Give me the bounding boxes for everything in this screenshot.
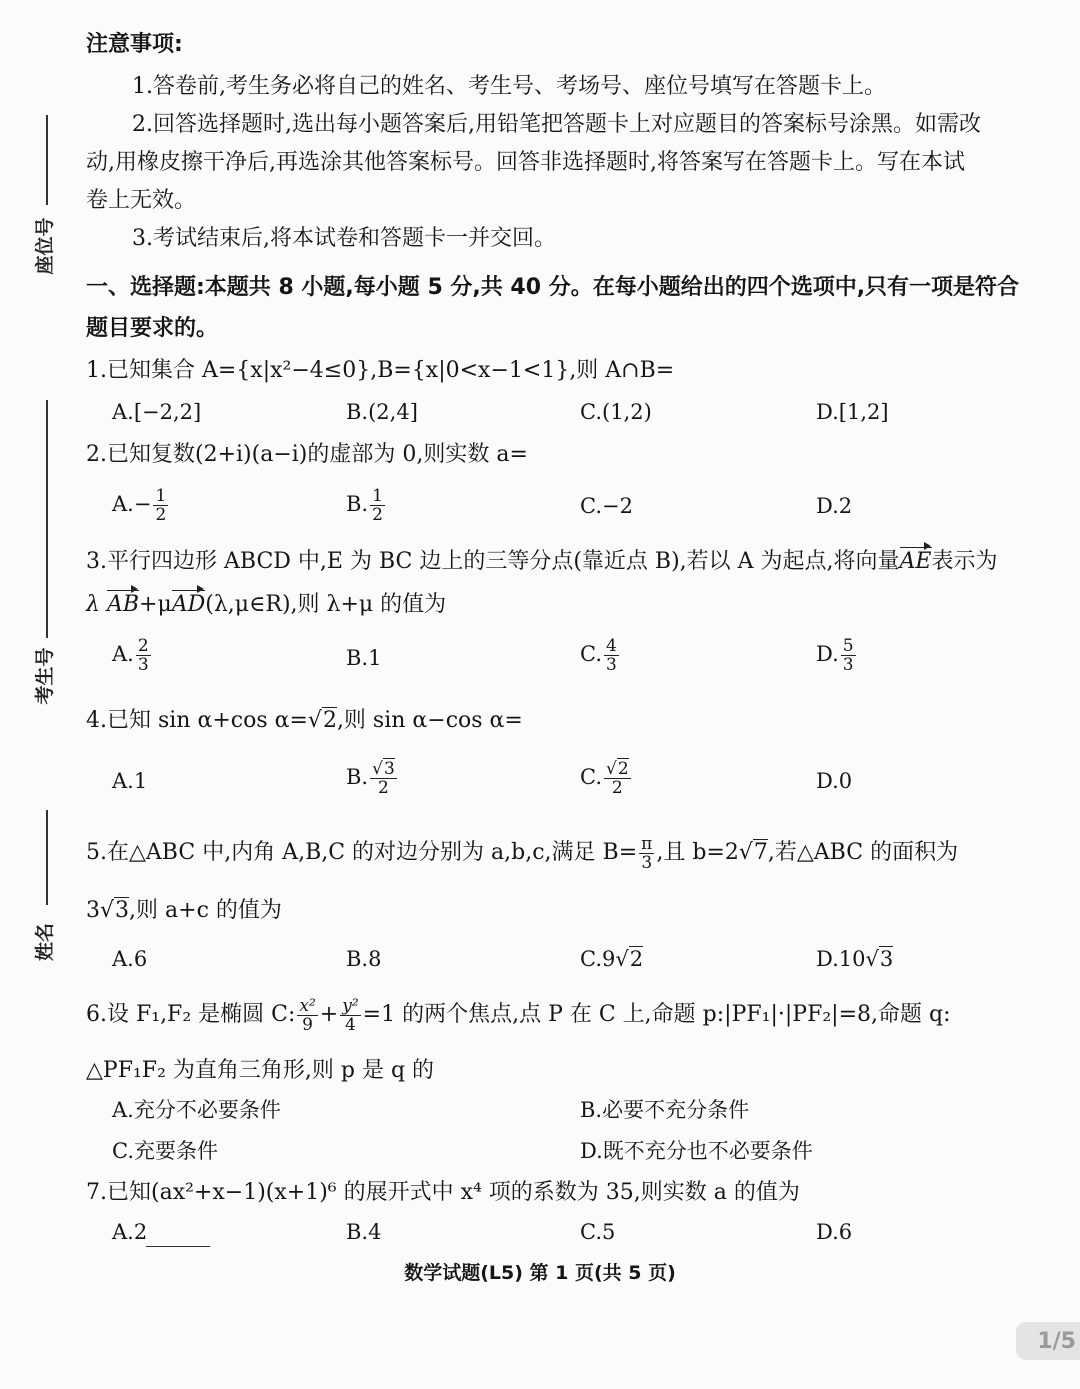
section-heading-line-1: 一、选择题:本题共 8 小题,每小题 5 分,共 40 分。在每小题给出的四个选项中,只有一项是符合 <box>86 275 1020 300</box>
notice-title: 注意事项: <box>86 32 183 57</box>
question-2-option-d: D.2 <box>816 494 853 518</box>
question-7-stem: 7.已知(ax²+x−1)(x+1)⁶ 的展开式中 x⁴ 项的系数为 35,则实数 a 的值为 <box>86 1180 800 1205</box>
question-5-stem-line-1: 5.在△ABC 中,内角 A,B,C 的对边分别为 a,b,c,满足 B= $\frac{\pi}{3}$ ,且 b=2√7,若△ABC 的面积为 <box>86 833 959 873</box>
question-3-option-c: C. $\frac{4}{3}$ <box>580 636 617 675</box>
question-6-option-d: D.既不充分也不必要条件 <box>580 1139 813 1163</box>
seat-number-label: 座位号 <box>33 217 56 275</box>
exam-number-label: 考生号 <box>33 647 56 705</box>
notice-item-3: 3.考试结束后,将本试卷和答题卡一并交回。 <box>132 226 556 251</box>
section-heading-line-2: 题目要求的。 <box>86 316 219 341</box>
question-6-option-b: B.必要不充分条件 <box>580 1098 750 1122</box>
question-3-option-b: B.1 <box>346 646 382 670</box>
question-3-option-d: D. $\frac{5}{3}$ <box>816 636 854 675</box>
question-3-stem-line-1: 3.平行四边形 ABCD 中,E 为 BC 边上的三等分点(靠近点 B),若以 A 为起点,将向量AE表示为 <box>86 549 998 574</box>
page-indicator: 1/5 <box>1016 1322 1080 1360</box>
question-2-option-a: A.− $\frac{1}{2}$ <box>112 486 167 525</box>
question-3-option-a: A. $\frac{2}{3}$ <box>112 636 149 675</box>
question-6-stem-line-1: 6.设 F₁,F₂ 是椭圆 C: $\frac{\text{x²}}{9}$ + $\frac{\text{y²}}{4}$ =1 的两个焦点,点 P 在 C 上,命题 p:|PF₁|·|PF₂|=8,命题 q: <box>86 995 951 1035</box>
question-6-option-a: A.充分不必要条件 <box>112 1098 281 1122</box>
question-1-option-c: C.(1,2) <box>580 400 652 424</box>
question-6-option-c: C.充要条件 <box>112 1139 218 1163</box>
question-5-option-b: B.8 <box>346 947 382 971</box>
vector-ae: AE <box>899 549 932 574</box>
question-5-option-c: C.9√2 <box>580 947 644 971</box>
question-7-option-b: B.4 <box>346 1220 382 1244</box>
notice-item-2-line-3: 卷上无效。 <box>86 188 197 213</box>
question-5-option-a: A.6 <box>112 947 148 971</box>
question-1-stem: 1.已知集合 A={x|x²−4≤0},B={x|0<x−1<1},则 A∩B= <box>86 358 675 383</box>
question-1-option-b: B.(2,4] <box>346 400 418 424</box>
question-2-stem: 2.已知复数(2+i)(a−i)的虚部为 0,则实数 a= <box>86 442 528 467</box>
question-1-option-a: A.[−2,2] <box>112 400 202 424</box>
notice-item-2-line-2: 动,用橡皮擦干净后,再选涂其他答案标号。回答非选择题时,将答案写在答题卡上。写在本试 <box>86 150 965 175</box>
question-4-stem: 4.已知 sin α+cos α=√2,则 sin α−cos α= <box>86 708 523 733</box>
seat-number-line <box>46 115 48 205</box>
question-7-option-c: C.5 <box>580 1220 616 1244</box>
question-5-stem-line-2: 3√3,则 a+c 的值为 <box>86 898 282 923</box>
question-4-option-c: C. $\frac{√2}{2}$ <box>580 759 629 798</box>
question-1-option-d: D.[1,2] <box>816 400 889 424</box>
exam-number-line <box>46 400 48 638</box>
name-label: 姓名 <box>33 923 56 962</box>
question-2-option-c: C.−2 <box>580 494 633 518</box>
vector-ad: AD <box>171 592 206 617</box>
question-4-option-d: D.0 <box>816 769 853 793</box>
question-4-option-a: A.1 <box>112 769 148 793</box>
question-7-option-d: D.6 <box>816 1220 853 1244</box>
notice-item-2-line-1: 2.回答选择题时,选出每小题答案后,用铅笔把答题卡上对应题目的答案标号涂黑。如需改 <box>132 112 981 137</box>
page-footer: 数学试题(L5) 第 1 页(共 5 页) <box>404 1262 676 1284</box>
question-2-option-b: B. $\frac{1}{2}$ <box>346 486 383 525</box>
question-4-option-b: B. $\frac{√3}{2}$ <box>346 759 395 798</box>
name-line <box>46 810 48 905</box>
answer-underline <box>146 1246 210 1247</box>
vector-ab: AB <box>106 592 140 617</box>
question-7-option-a: A.2 <box>112 1220 148 1244</box>
notice-item-1: 1.答卷前,考生务必将自己的姓名、考生号、考场号、座位号填写在答题卡上。 <box>132 74 886 99</box>
question-3-stem-line-2: λ AB+μAD(λ,μ∈R),则 λ+μ 的值为 <box>86 592 447 617</box>
question-6-stem-line-2: △PF₁F₂ 为直角三角形,则 p 是 q 的 <box>86 1058 435 1083</box>
question-5-option-d: D.10√3 <box>816 947 894 971</box>
